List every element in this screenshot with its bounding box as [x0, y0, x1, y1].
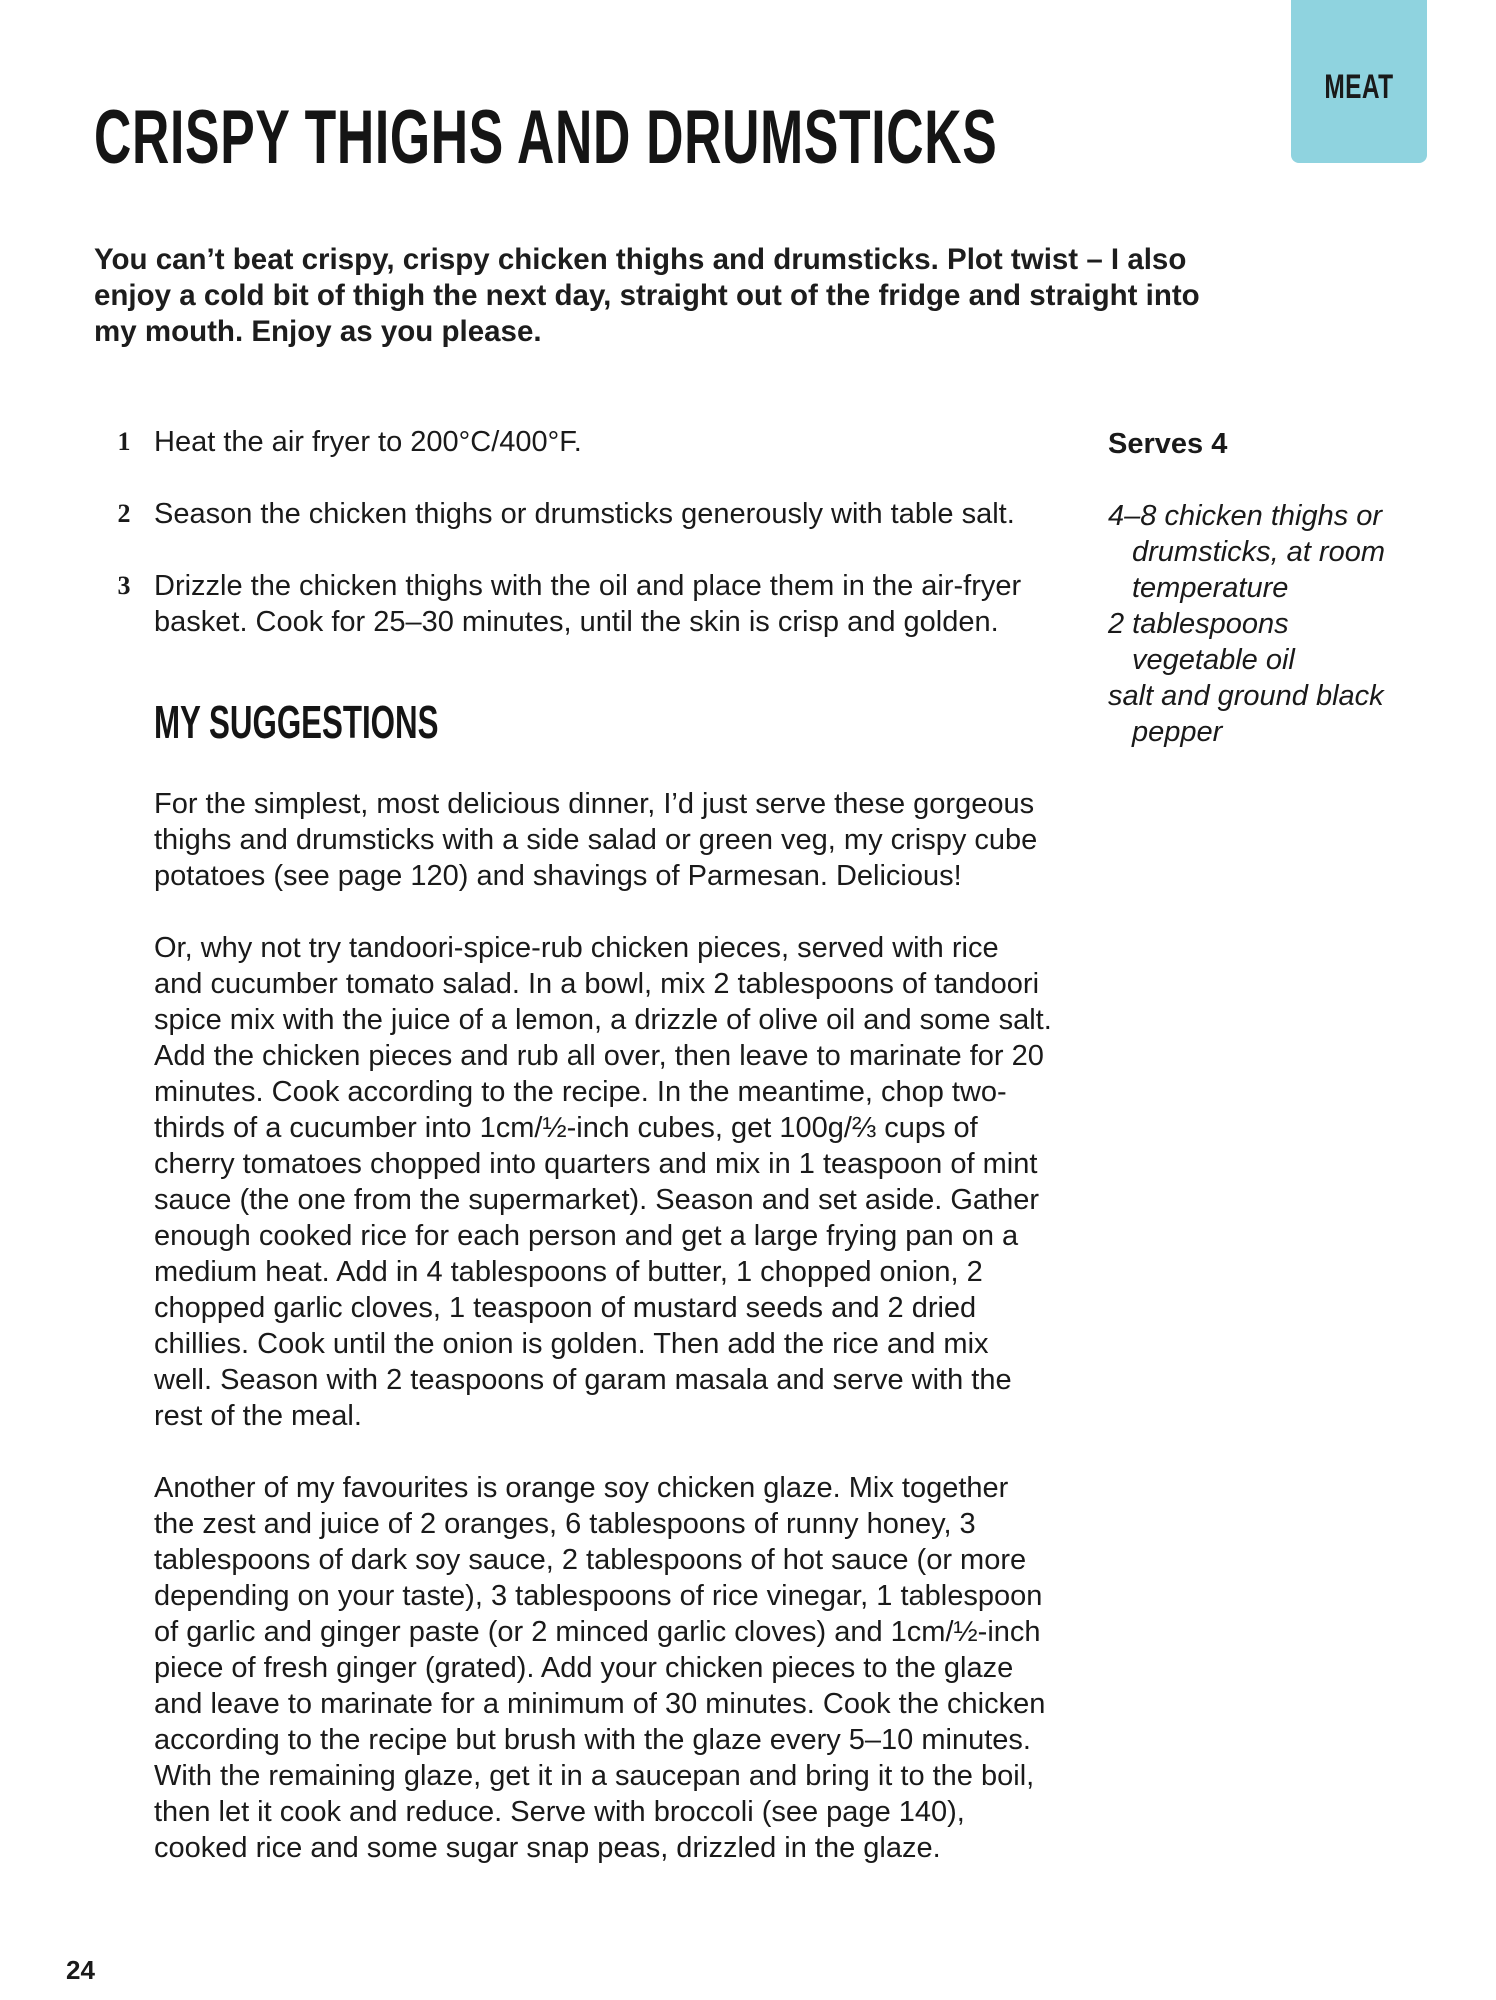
serves-label: Serves 4 — [1108, 428, 1228, 460]
page-number: 24 — [66, 1955, 95, 1985]
step-number: 2 — [117, 499, 131, 528]
ingredient-item: 4–8 chicken thighs or drumsticks, at room temperature — [1108, 500, 1385, 604]
ingredient-list — [1108, 498, 1408, 750]
section-tab-label: MEAT — [1324, 68, 1394, 106]
suggestions-body — [154, 786, 1052, 1902]
method-step — [94, 424, 1054, 460]
recipe-intro: You can’t beat crispy, crispy chicken thighs and drumsticks. Plot twist – I also enjoy a cold bit of thigh the next day, straight out of the fridge and straight into my mouth. Enjoy as you please. — [94, 243, 1200, 348]
recipe-title: CRISPY THIGHS AND DRUMSTICKS — [94, 95, 998, 180]
method-step — [94, 568, 1054, 640]
method-steps — [94, 424, 1054, 676]
suggestion-paragraph: Another of my favourites is orange soy chicken glaze. Mix together the zest and juice of 2 oranges, 6 tablespoons of runny honey, 3 tablespoons of dark soy sauce, 2 tablespoons of hot sauce (or more depending on your taste), 3 tablespoons of rice vinegar, 1 tablespoon of garlic and ginger paste (or 2 minced garlic cloves) and 1cm/½-inch piece of fresh ginger (grated). Add your chicken pieces to the glaze and leave to marinate for a minimum of 30 minutes. Cook the chicken according to the recipe but brush with the glaze every 5–10 minutes. With the remaining glaze, get it in a saucepan and bring it to the boil, then let it cook and reduce. Serve with broccoli (see page 140), cooked rice and some sugar snap peas, drizzled in the glaze. — [154, 1472, 1046, 1864]
section-tab — [1291, 0, 1427, 163]
step-text: Drizzle the chicken thighs with the oil and place them in the air-fryer basket. Cook for 25–30 minutes, until the skin is crisp and golden. — [154, 570, 1022, 638]
suggestion-paragraph: For the simplest, most delicious dinner, I’d just serve these gorgeous thighs and drumsticks with a side salad or green veg, my crispy cube potatoes (see page 120) and shavings of Parmesan. Delicious! — [154, 788, 1038, 892]
ingredient-item: 2 tablespoons vegetable oil — [1108, 608, 1295, 676]
step-number: 3 — [117, 571, 131, 600]
step-text: Heat the air fryer to 200°C/400°F. — [154, 426, 582, 458]
ingredient-item: salt and ground black pepper — [1108, 680, 1384, 748]
method-step — [94, 496, 1054, 532]
step-number: 1 — [117, 427, 131, 456]
suggestion-paragraph: Or, why not try tandoori-spice-rub chicken pieces, served with rice and cucumber tomato salad. In a bowl, mix 2 tablespoons of tandoori spice mix with the juice of a lemon, a drizzle of olive oil and some salt. Add the chicken pieces and rub all over, then leave to marinate for 20 minutes. Cook according to the recipe. In the meantime, chop two-thirds of a cucumber into 1cm/½-inch cubes, get 100g/⅔ cups of cherry tomatoes chopped into quarters and mix in 1 teaspoon of mint sauce (the one from the supermarket). Season and set aside. Gather enough cooked rice for each person and get a large frying pan on a medium heat. Add in 4 tablespoons of butter, 1 chopped onion, 2 chopped garlic cloves, 1 teaspoon of mustard seeds and 2 dried chillies. Cook until the onion is golden. Then add the rice and mix well. Season with 2 teaspoons of garam masala and serve with the rest of the meal. — [154, 932, 1052, 1432]
suggestions-heading: MY SUGGESTIONS — [154, 696, 439, 748]
step-text: Season the chicken thighs or drumsticks generously with table salt. — [154, 498, 1015, 530]
